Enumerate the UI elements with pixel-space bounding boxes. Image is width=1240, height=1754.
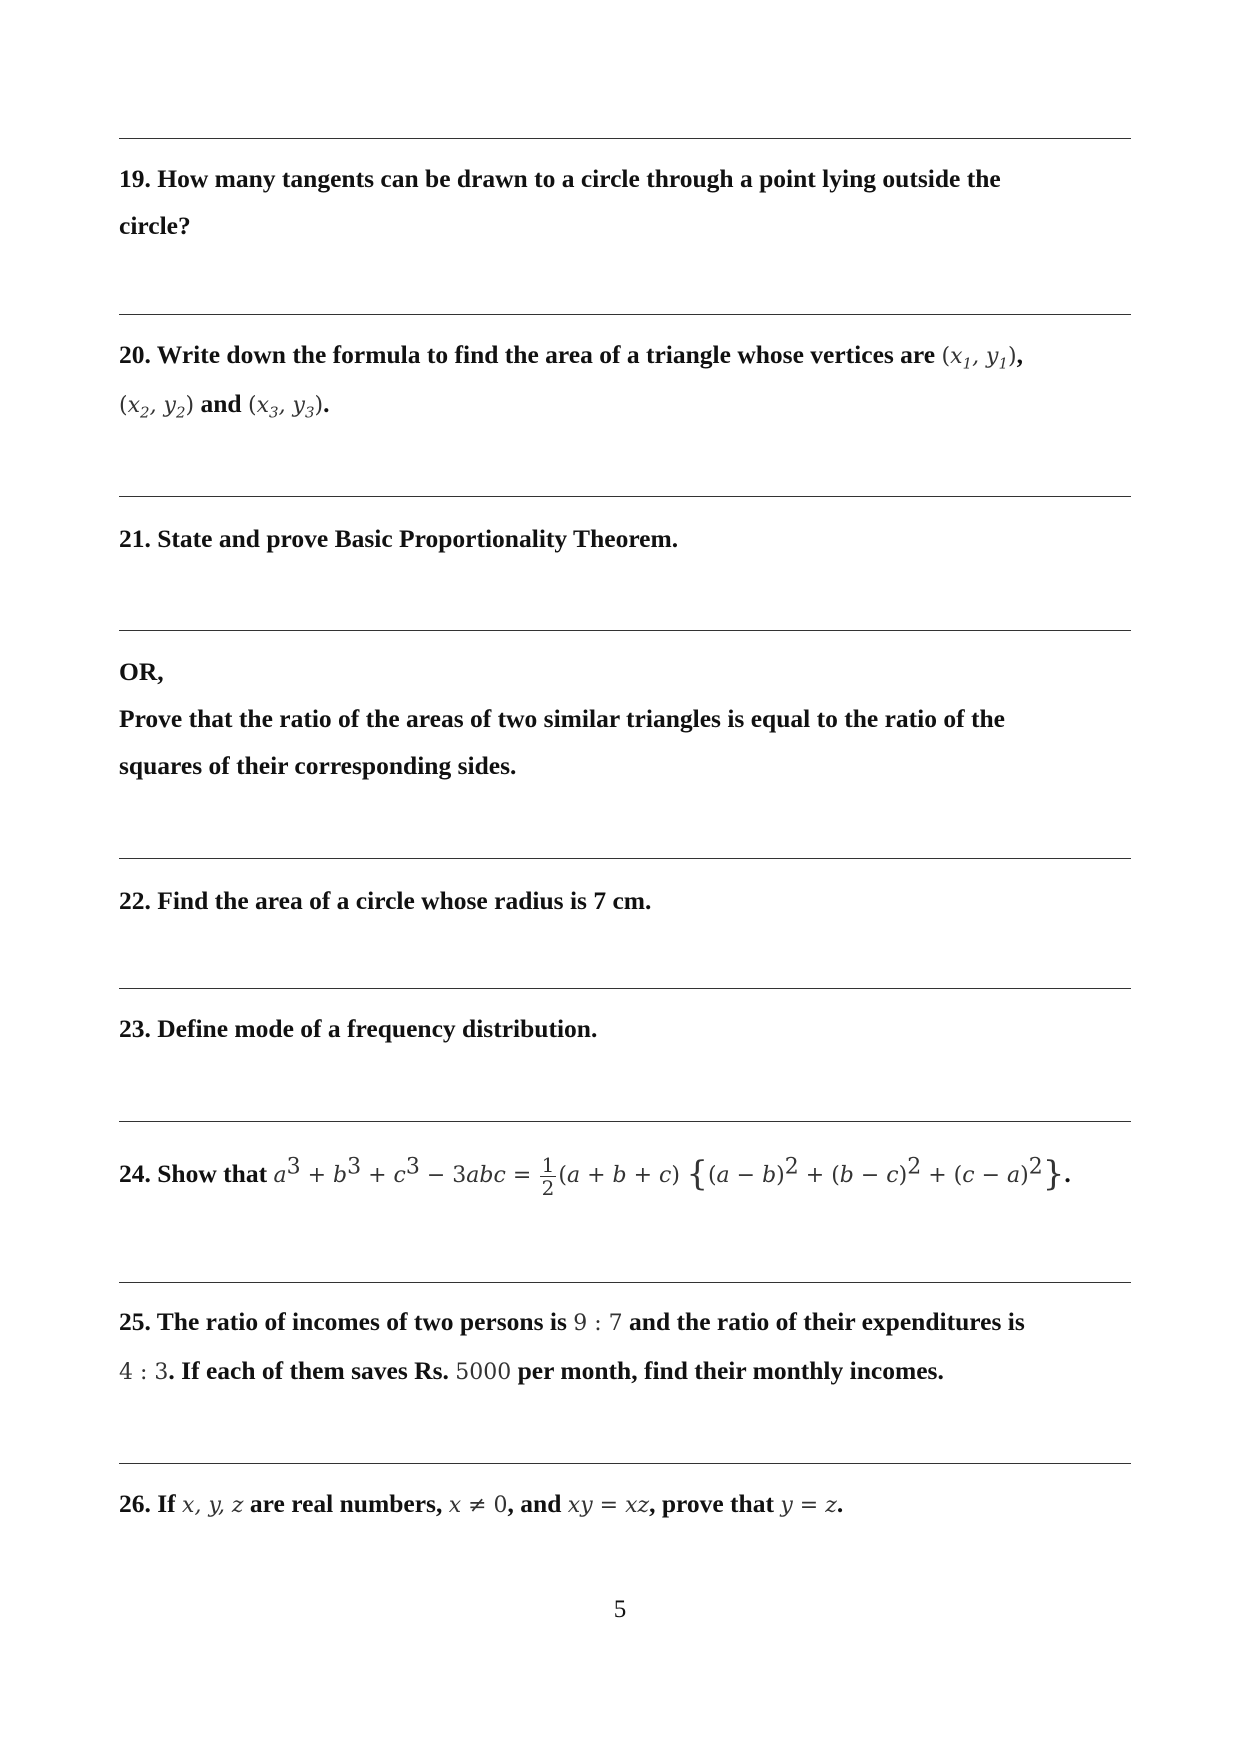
variables-math: x, y, z (182, 1493, 244, 1518)
question-26-mid3: , prove that (649, 1489, 774, 1518)
divider-rule (119, 138, 1131, 139)
identity-math: $a^3 + b^3 + c^3 - 3abc$ = (273, 1154, 532, 1188)
divider-rule (119, 1121, 1131, 1122)
question-24-end: . (1064, 1159, 1071, 1188)
question-26-mid2: , and (507, 1489, 562, 1518)
divider-rule (119, 1282, 1131, 1283)
question-25-end: per month, find their monthly incomes. (517, 1356, 944, 1385)
left-brace: { (686, 1154, 708, 1194)
question-25-prefix: 25. The ratio of incomes of two persons is (119, 1307, 567, 1336)
divider-rule (119, 988, 1131, 989)
or-question-line1: Prove that the ratio of the areas of two similar triangles is equal to the ratio of the (119, 704, 1005, 733)
question-20-end: . (323, 389, 330, 418)
question-22 (119, 877, 1149, 924)
sum-factor-math: (a + b + c) (558, 1163, 680, 1188)
question-24 (119, 1150, 1149, 1199)
or-question-line2: squares of their corresponding sides. (119, 751, 517, 780)
conclusion-math: y = z (780, 1493, 837, 1518)
question-23 (119, 1005, 1149, 1052)
question-23-text: 23. Define mode of a frequency distribution. (119, 1014, 598, 1043)
question-26-mid1: are real numbers, (249, 1489, 443, 1518)
half-fraction: $\frac{1}{2}$ (541, 1152, 555, 1200)
divider-rule (119, 1463, 1131, 1464)
question-20-prefix: 20. Write down the formula to find the area of a triangle whose vertices are (119, 340, 936, 369)
question-26 (119, 1480, 1149, 1529)
question-25-mid: and the ratio of their expenditures is (629, 1307, 1025, 1336)
savings-amount: 5000 (455, 1360, 512, 1385)
right-brace: } (1042, 1154, 1065, 1194)
question-20-and: and (200, 389, 242, 418)
question-21 (119, 515, 1149, 562)
question-20 (119, 331, 1149, 429)
question-24-prefix: 24. Show that (119, 1159, 268, 1188)
divider-rule (119, 314, 1131, 315)
vertex-3-math: ($x_3$, $y_3$) (248, 393, 324, 422)
equation-math: xy = xz (567, 1493, 650, 1518)
question-25-mid2: . If each of them saves Rs. (168, 1356, 449, 1385)
question-22-text: 22. Find the area of a circle whose radius is 7 cm. (119, 886, 652, 915)
question-19-line1: 19. How many tangents can be drawn to a circle through a point lying outside the (119, 164, 1001, 193)
income-ratio: 9 : 7 (573, 1311, 623, 1336)
question-20-comma: , (1016, 340, 1023, 369)
nonzero-condition-math: x ≠ 0 (448, 1493, 508, 1518)
question-21-text: 21. State and prove Basic Proportionality Theorem. (119, 524, 679, 553)
squares-sum-math: $(a - b)^2 + (b - c)^2 + (c - a)^2$ (707, 1154, 1043, 1188)
expenditure-ratio: 4 : 3 (119, 1360, 169, 1385)
question-26-prefix: 26. If (119, 1489, 176, 1518)
question-19-line2: circle? (119, 211, 191, 240)
question-19 (119, 155, 1149, 249)
question-25 (119, 1298, 1149, 1396)
or-alternative (119, 648, 1149, 789)
vertex-1-math: ($x_1$, $y_1$) (941, 344, 1017, 373)
divider-rule (119, 630, 1131, 631)
or-label: OR, (119, 657, 164, 686)
divider-rule (119, 496, 1131, 497)
vertex-2-math: ($x_2$, $y_2$) (119, 393, 195, 422)
page-number: 5 (613, 1596, 627, 1623)
question-26-end: . (836, 1489, 844, 1518)
divider-rule (119, 858, 1131, 859)
